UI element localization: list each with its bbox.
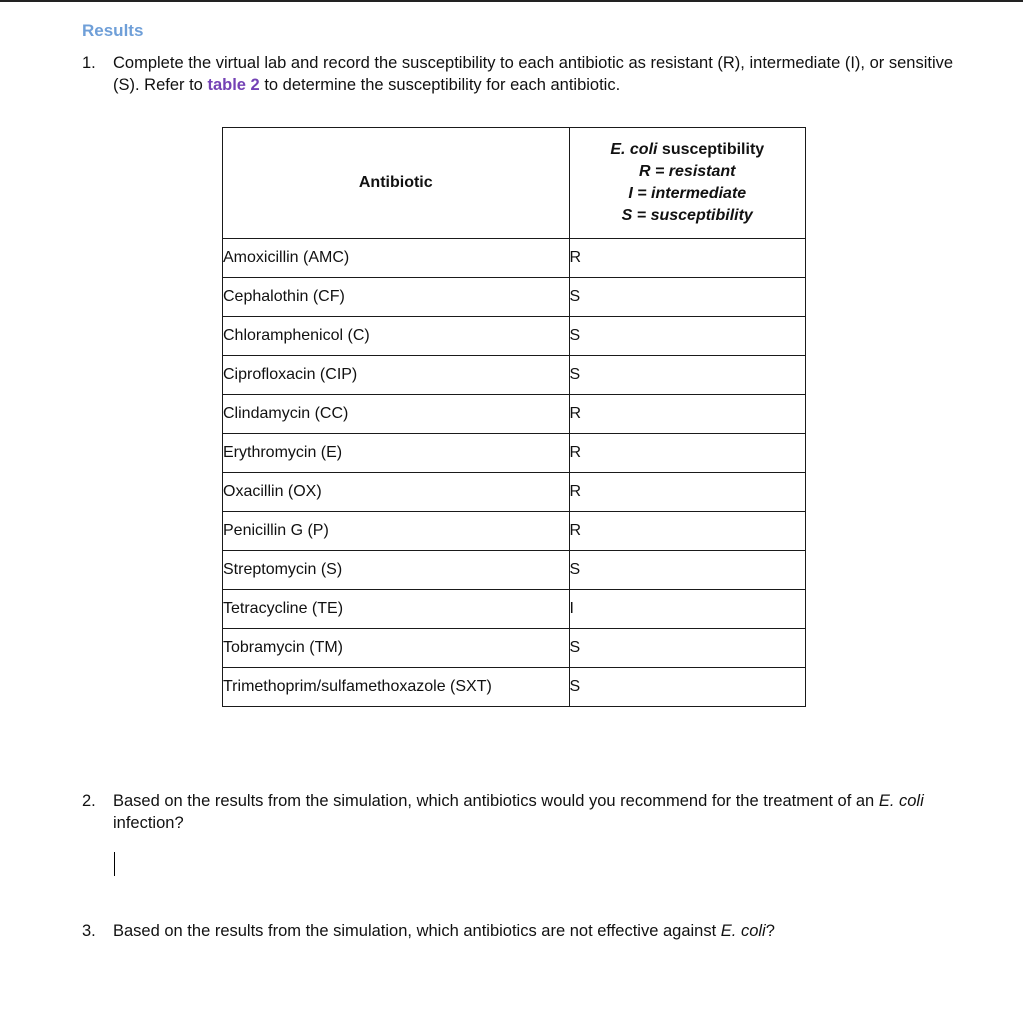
susceptibility-value[interactable]: S bbox=[569, 278, 805, 317]
susceptibility-value[interactable]: S bbox=[569, 629, 805, 668]
susceptibility-value[interactable]: R bbox=[569, 512, 805, 551]
table-header-row bbox=[223, 128, 806, 239]
antibiotic-name: Trimethoprim/sulfamethoxazole (SXT) bbox=[223, 668, 570, 707]
legend-susceptibility: S = susceptibility bbox=[621, 207, 753, 224]
results-heading: Results bbox=[82, 21, 144, 40]
question-1-text bbox=[113, 52, 963, 96]
antibiotic-name: Penicillin G (P) bbox=[223, 512, 570, 551]
question-2-organism: E. coli bbox=[878, 792, 924, 810]
question-3-text-start: Based on the results from the simulation, which antibiotics are not effective against bbox=[113, 922, 721, 940]
susceptibility-value[interactable]: R bbox=[569, 434, 805, 473]
table-row bbox=[223, 590, 806, 629]
antibiotic-name: Streptomycin (S) bbox=[223, 551, 570, 590]
antibiotic-name: Tobramycin (TM) bbox=[223, 629, 570, 668]
question-2-number: 2. bbox=[82, 792, 96, 810]
question-1-text-end: to determine the susceptibility for each antibiotic. bbox=[259, 76, 621, 94]
question-1-number: 1. bbox=[82, 54, 96, 72]
question-2-text-end: infection? bbox=[113, 814, 184, 832]
antibiotic-name: Cephalothin (CF) bbox=[223, 278, 570, 317]
table-row bbox=[223, 629, 806, 668]
susceptibility-header-word: susceptibility bbox=[657, 141, 765, 158]
antibiotic-column-header: Antibiotic bbox=[223, 128, 570, 239]
table-row bbox=[223, 551, 806, 590]
susceptibility-value[interactable]: R bbox=[569, 395, 805, 434]
antibiotic-name: Chloramphenicol (C) bbox=[223, 317, 570, 356]
susceptibility-header-organism: E. coli bbox=[610, 141, 658, 158]
table-row bbox=[223, 434, 806, 473]
susceptibility-table bbox=[222, 127, 806, 707]
table-row bbox=[223, 278, 806, 317]
susceptibility-value[interactable]: S bbox=[569, 356, 805, 395]
antibiotic-name: Amoxicillin (AMC) bbox=[223, 239, 570, 278]
table-row bbox=[223, 356, 806, 395]
susceptibility-value[interactable]: R bbox=[569, 473, 805, 512]
table-2-link[interactable]: table 2 bbox=[207, 76, 260, 94]
table-row bbox=[223, 395, 806, 434]
question-3-text bbox=[113, 920, 963, 942]
question-2-text-start: Based on the results from the simulation, which antibiotics would you recommend for the treatment of an bbox=[113, 792, 879, 810]
table-row bbox=[223, 317, 806, 356]
susceptibility-column-header bbox=[569, 128, 805, 239]
legend-intermediate: I = intermediate bbox=[628, 185, 747, 202]
susceptibility-value[interactable]: S bbox=[569, 668, 805, 707]
table-row bbox=[223, 512, 806, 551]
antibiotic-name: Clindamycin (CC) bbox=[223, 395, 570, 434]
susceptibility-header-title bbox=[570, 139, 805, 161]
antibiotic-name: Tetracycline (TE) bbox=[223, 590, 570, 629]
table-row bbox=[223, 239, 806, 278]
question-3-number: 3. bbox=[82, 922, 96, 940]
table-row bbox=[223, 473, 806, 512]
legend-resistant: R = resistant bbox=[639, 163, 736, 180]
susceptibility-value[interactable]: R bbox=[569, 239, 805, 278]
question-2-text bbox=[113, 790, 963, 834]
susceptibility-value[interactable]: S bbox=[569, 317, 805, 356]
antibiotic-name: Erythromycin (E) bbox=[223, 434, 570, 473]
antibiotic-name: Ciprofloxacin (CIP) bbox=[223, 356, 570, 395]
question-3-organism: E. coli bbox=[720, 922, 766, 940]
answer-text-cursor[interactable] bbox=[114, 852, 115, 876]
susceptibility-value[interactable]: I bbox=[569, 590, 805, 629]
susceptibility-value[interactable]: S bbox=[569, 551, 805, 590]
antibiotic-name: Oxacillin (OX) bbox=[223, 473, 570, 512]
table-row bbox=[223, 668, 806, 707]
page-top-border bbox=[0, 0, 1023, 2]
question-1-text-start: Complete the virtual lab and record the susceptibility to each antibiotic as resistant (R), intermediate (I), or sensitive (S). Refer to bbox=[113, 54, 954, 94]
question-3-text-end: ? bbox=[765, 922, 775, 940]
